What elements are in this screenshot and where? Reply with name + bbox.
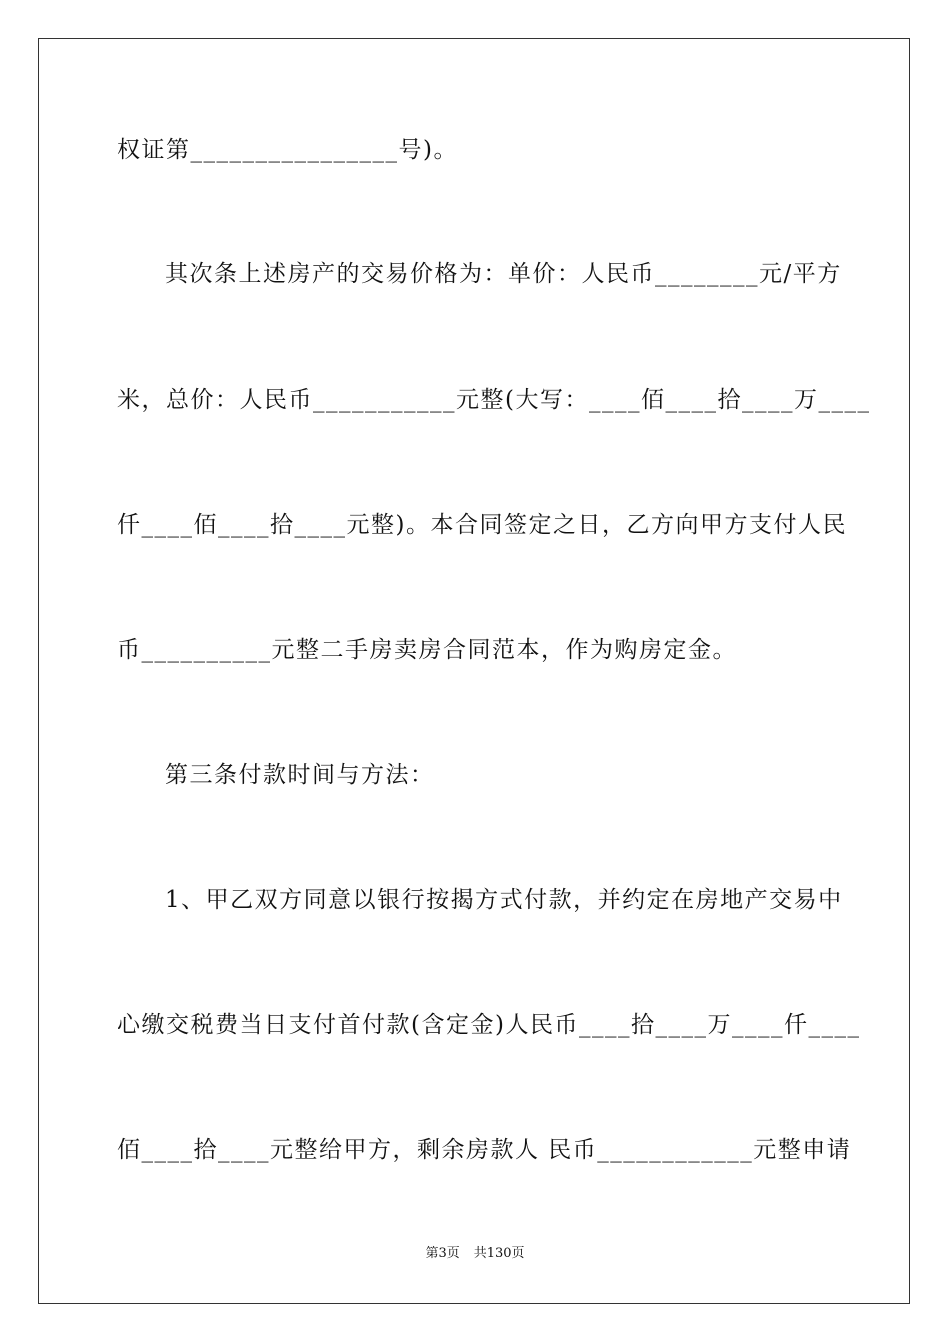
page-border [38,38,910,1304]
text-line-8: 心缴交税费当日支付首付款(含定金)人民币____拾____万____仟____ [117,1012,861,1038]
text-line-3: 米，总价：人民币___________元整(大写：____佰____拾____万____ [117,387,871,413]
text-line-5: 币__________元整二手房卖房合同范本，作为购房定金。 [117,637,737,663]
paragraph-price-start: 其次条上述房产的交易价格为：单价：人民币________元/平方 [165,261,842,287]
paragraph-payment-item-1: 1、甲乙双方同意以银行按揭方式付款，并约定在房地产交易中 [165,887,843,913]
text-line-1: 权证第________________号)。 [117,137,458,163]
page-footer [0,1245,950,1263]
section-heading-payment: 第三条付款时间与方法： [165,762,435,788]
text-line-9: 佰____拾____元整给甲方，剩余房款人 民币____________元整申请 [117,1137,852,1163]
total-pages: 共130页 [473,1246,525,1261]
page-number: 第3页 [425,1246,460,1261]
text-line-4: 仟____佰____拾____元整)。本合同签定之日，乙方向甲方支付人民 [117,512,847,538]
